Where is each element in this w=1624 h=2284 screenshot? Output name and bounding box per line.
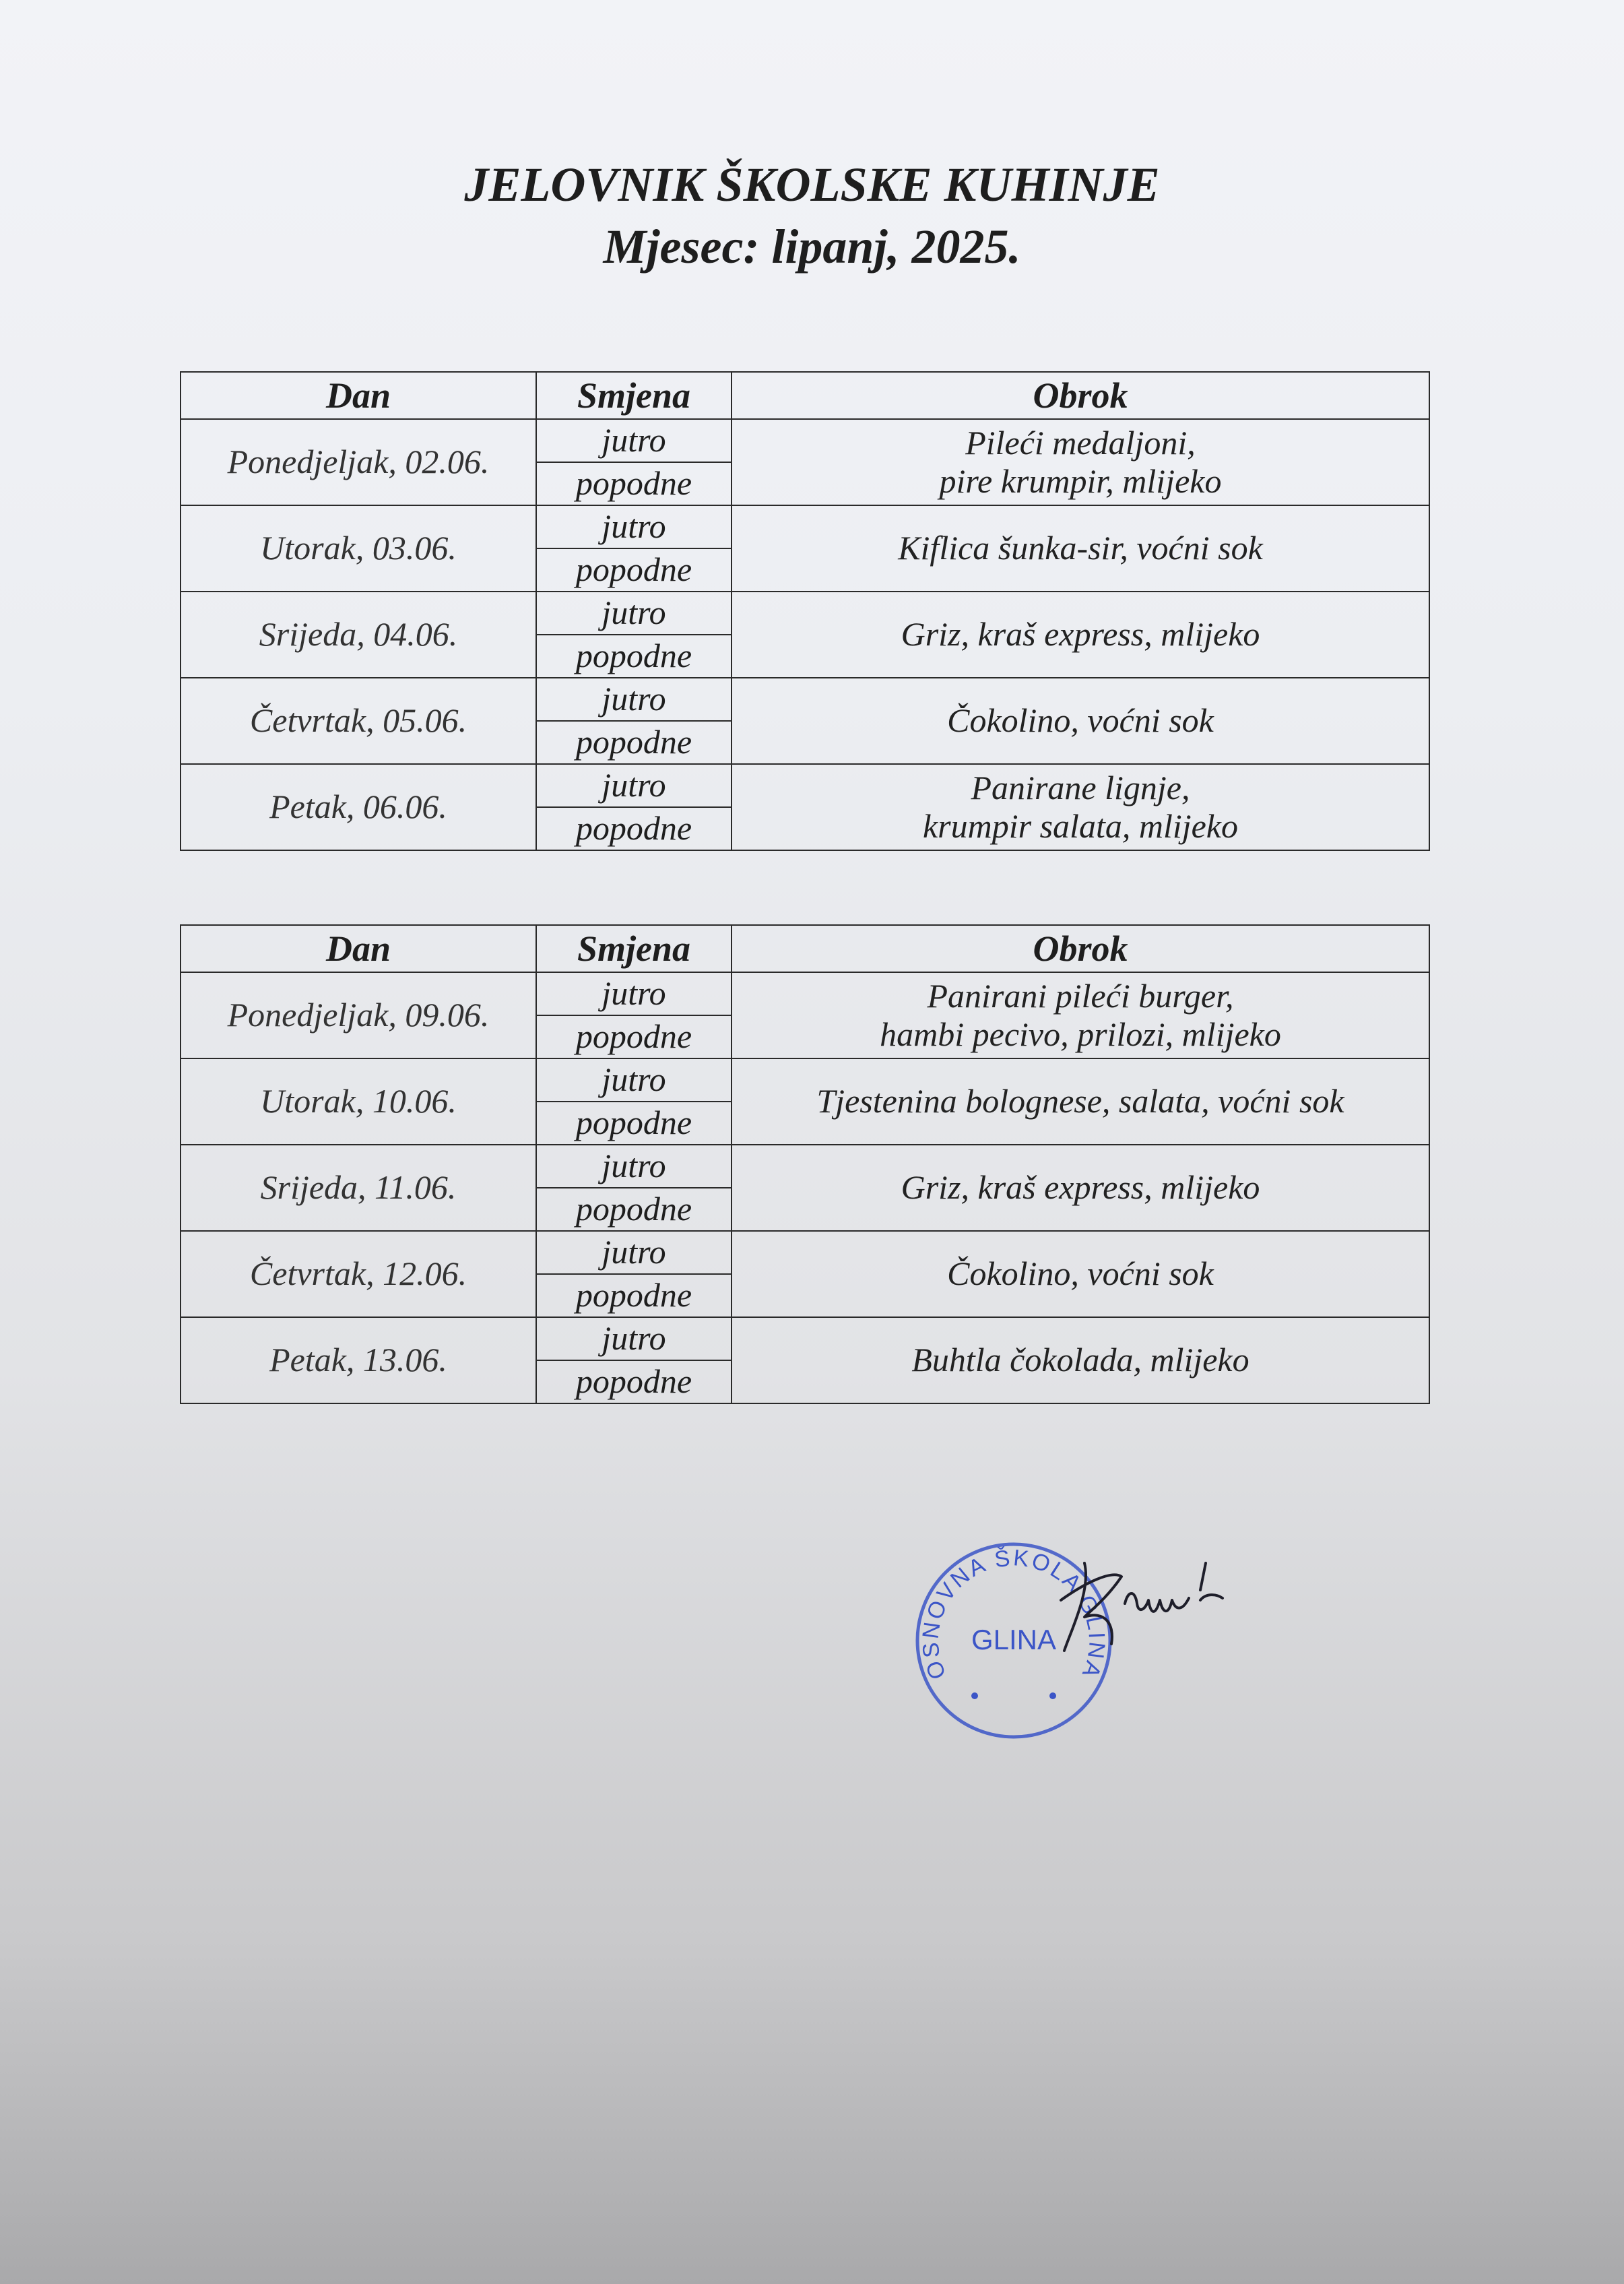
header-obrok: Obrok <box>732 925 1429 972</box>
menu-table-week-1 <box>180 371 1430 851</box>
meal-cell <box>732 1058 1429 1145</box>
day-cell: Utorak, 10.06. <box>181 1058 536 1145</box>
day-cell: Četvrtak, 12.06. <box>181 1231 536 1317</box>
table-row <box>181 592 1429 635</box>
shift-morning: jutro <box>536 592 732 635</box>
signature-stroke <box>1061 1563 1223 1651</box>
header-smjena: Smjena <box>536 372 732 419</box>
table-row <box>181 1317 1429 1360</box>
shift-morning: jutro <box>536 419 732 462</box>
meal-line: Buhtla čokolada, mlijeko <box>911 1341 1249 1379</box>
shift-afternoon: popodne <box>536 1188 732 1231</box>
header-obrok: Obrok <box>732 372 1429 419</box>
stamp-dot <box>971 1692 978 1699</box>
table-row <box>181 1145 1429 1188</box>
shift-afternoon: popodne <box>536 1360 732 1403</box>
shift-afternoon: popodne <box>536 462 732 505</box>
table-row <box>181 1231 1429 1274</box>
meal-cell <box>732 505 1429 592</box>
shift-morning: jutro <box>536 1145 732 1188</box>
shift-morning: jutro <box>536 764 732 807</box>
meal-line: Griz, kraš express, mlijeko <box>901 1168 1260 1207</box>
day-cell: Utorak, 03.06. <box>181 505 536 592</box>
shift-afternoon: popodne <box>536 721 732 764</box>
header-dan: Dan <box>181 925 536 972</box>
table-row <box>181 1058 1429 1102</box>
day-cell: Petak, 13.06. <box>181 1317 536 1403</box>
stamp-dot <box>1049 1692 1056 1699</box>
shift-afternoon: popodne <box>536 1015 732 1058</box>
shift-afternoon: popodne <box>536 635 732 678</box>
meal-line: Pileći medaljoni, <box>965 423 1196 462</box>
shift-morning: jutro <box>536 678 732 721</box>
meal-line: hambi pecivo, prilozi, mlijeko <box>880 1015 1281 1053</box>
header-smjena: Smjena <box>536 925 732 972</box>
menu-table-week-2 <box>180 924 1430 1404</box>
meal-cell <box>732 1231 1429 1317</box>
page-title <box>0 154 1624 278</box>
shift-morning: jutro <box>536 1231 732 1274</box>
shift-morning: jutro <box>536 972 732 1015</box>
stamp-center-text: GLINA <box>971 1624 1057 1655</box>
table-row <box>181 972 1429 1015</box>
meal-line: pire krumpir, mlijeko <box>939 462 1222 500</box>
title-line-2: Mjesec: lipanj, 2025. <box>603 220 1021 274</box>
header-row <box>181 372 1429 419</box>
day-cell: Srijeda, 04.06. <box>181 592 536 678</box>
meal-cell <box>732 972 1429 1058</box>
meal-line: Čokolino, voćni sok <box>947 1255 1214 1293</box>
shift-afternoon: popodne <box>536 1102 732 1145</box>
title-line-1: JELOVNIK ŠKOLSKE KUHINJE <box>464 158 1160 212</box>
shift-afternoon: popodne <box>536 548 732 592</box>
meal-cell <box>732 678 1429 764</box>
shift-morning: jutro <box>536 505 732 548</box>
meal-line: Kiflica šunka-sir, voćni sok <box>898 529 1263 567</box>
shift-afternoon: popodne <box>536 1274 732 1317</box>
table-row <box>181 419 1429 462</box>
header-dan: Dan <box>181 372 536 419</box>
signature <box>1044 1536 1260 1671</box>
day-cell: Petak, 06.06. <box>181 764 536 850</box>
meal-cell <box>732 1145 1429 1231</box>
meal-line: Griz, kraš express, mlijeko <box>901 615 1260 654</box>
day-cell: Četvrtak, 05.06. <box>181 678 536 764</box>
shift-morning: jutro <box>536 1058 732 1102</box>
shift-afternoon: popodne <box>536 807 732 850</box>
meal-line: krumpir salata, mlijeko <box>922 807 1239 845</box>
table-row <box>181 678 1429 721</box>
meal-cell <box>732 764 1429 850</box>
stamp-ring-text: OSNOVNA ŠKOLA GLINA <box>917 1545 1110 1683</box>
shift-morning: jutro <box>536 1317 732 1360</box>
meal-cell <box>732 419 1429 505</box>
header-row <box>181 925 1429 972</box>
meal-line: Panirane lignje, <box>971 768 1190 806</box>
day-cell: Ponedjeljak, 02.06. <box>181 419 536 505</box>
meal-cell <box>732 592 1429 678</box>
day-cell: Ponedjeljak, 09.06. <box>181 972 536 1058</box>
table-row <box>181 505 1429 548</box>
meal-cell <box>732 1317 1429 1403</box>
table-row <box>181 764 1429 807</box>
meal-line: Čokolino, voćni sok <box>947 701 1214 740</box>
meal-line: Tjestenina bolognese, salata, voćni sok <box>816 1082 1344 1120</box>
day-cell: Srijeda, 11.06. <box>181 1145 536 1231</box>
meal-line: Panirani pileći burger, <box>927 976 1234 1015</box>
